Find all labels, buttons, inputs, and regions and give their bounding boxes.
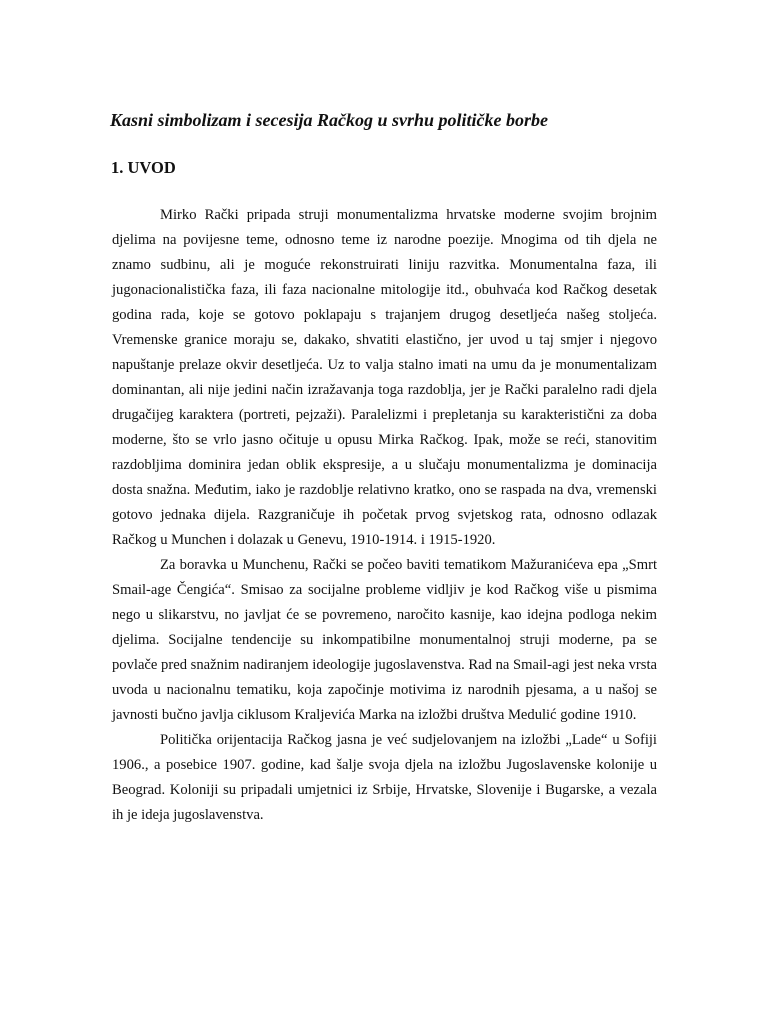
section-heading: 1. UVOD bbox=[111, 158, 176, 177]
paragraph-political-orientation: Politička orijentacija Račkog jasna je već sudjelovanjem na izložbi „Lade“ u Sofiji 1906., a posebice 1907. godine, kad šalje svoja djela na izložbu Jugoslavenske kolonije u Beograd. Koloniji su pripadali umjetnici iz Srbije, Hrvatske, Slovenije i Bugarske, a vezala ih je ideja jugoslavenstva. bbox=[112, 732, 657, 823]
paragraph-intro: Mirko Rački pripada struji monumentalizma hrvatske moderne svojim brojnim djelima na povijesne teme, odnosno teme iz narodne poezije. Mnogima od tih djela ne znamo sudbinu, ali je moguće rekonstruirati liniju razvitka. Monumentalna faza, ili jugonacionalistička faza, ili faza nacionalne mitologije itd., obuhvaća kod Račkog desetak godina rada, koje se gotovo poklapaju s trajanjem drugog desetljeća našeg stoljeća. Vremenske granice moraju se, dakako, shvatiti elastično, jer uvod u taj smjer i njegovo napuštanje prelaze okvir desetljeća. Uz to valja stalno imati na umu da je monumentalizam dominantan, ali nije jedini način izražavanja toga razdoblja, jer je Rački paralelno radi djela drugačijeg karaktera (portreti, pejzaži). Paralelizmi i prepletanja su karakteristični za doba moderne, što se vrlo jasno očituje u opusu Mirka Račkog. Ipak, može se reći, stanovitim razdobljima dominira jedan oblik ekspresije, a u slučaju monumentalizma je dominacija dosta snažna. Međutim, iako je razdoblje relativno kratko, ono se raspada na dva, vremenski gotovo jednaka dijela. Razgraničuje ih početak prvog svjetskog rata, odnosno odlazak Račkog u Munchen i dolazak u Genevu, 1910-1914. i 1915-1920. bbox=[112, 207, 657, 548]
body-text bbox=[112, 203, 657, 828]
document-title: Kasni simbolizam i secesija Račkog u svrhu političke borbe bbox=[110, 110, 549, 130]
paragraph-munchen: Za boravka u Munchenu, Rački se počeo baviti tematikom Mažuranićeva epa „Smrt Smail-age Čengića“. Smisao za socijalne probleme vidljiv je kod Račkog više u pismima nego u slikarstvu, no javljat će se povremeno, naročito kasnije, kao idejna podloga nekim djelima. Socijalne tendencije su inkompatibilne monumentalnoj struji moderne, pa se povlače pred snažnim nadiranjem ideologije jugoslavenstva. Rad na Smail-agi jest neka vrsta uvoda u nacionalnu tematiku, koja započinje motivima iz narodnih pjesama, a u našoj se javnosti bučno javlja ciklusom Kraljevića Marka na izložbi društva Medulić godine 1910. bbox=[112, 557, 657, 723]
